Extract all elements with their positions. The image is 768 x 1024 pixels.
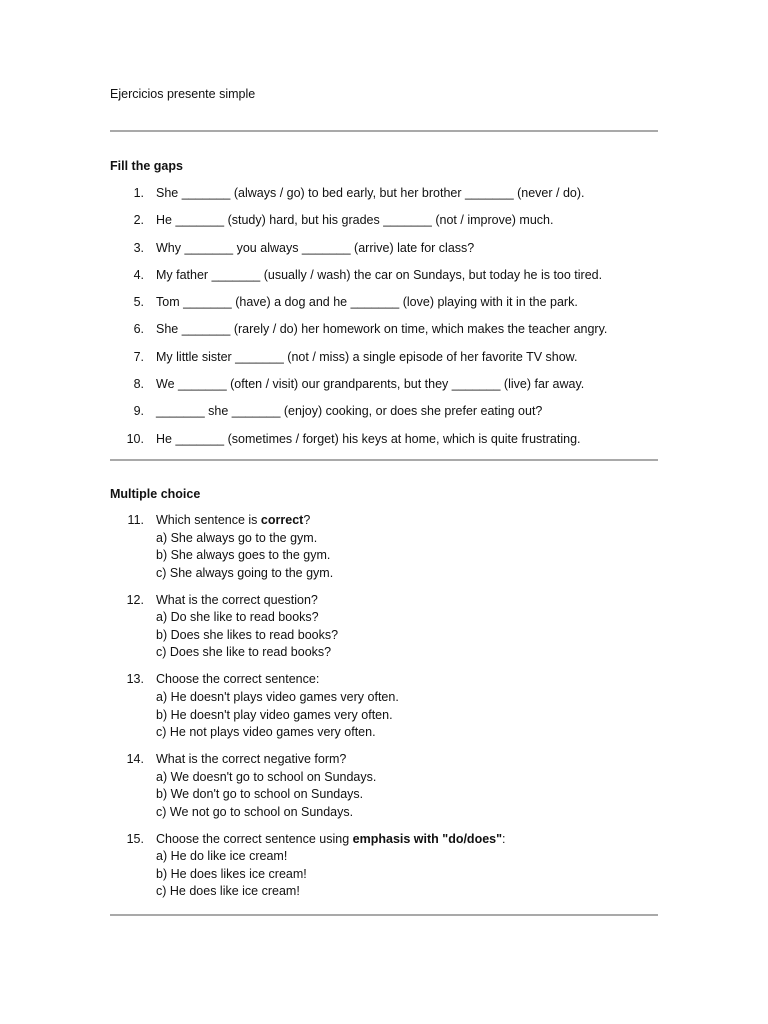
- question-text-part: ?: [303, 513, 311, 527]
- question-text-part: Choose the correct sentence using: [156, 831, 353, 846]
- list-item: [110, 751, 658, 821]
- item-text: Why _______ you always _______ (arrive) late for class?: [156, 240, 475, 255]
- item-number: 12.: [126, 592, 144, 607]
- question-text-part: Choose the correct sentence:: [156, 672, 320, 687]
- item-number: 6.: [133, 322, 144, 337]
- option-a: a) He doesn't plays video games very often.: [156, 689, 399, 704]
- option-b: b) Does she likes to read books?: [156, 627, 339, 642]
- option-b: b) He doesn't play video games very often.: [156, 707, 393, 722]
- item-text: He _______ (study) hard, but his grades _______ (not / improve) much.: [156, 213, 554, 228]
- item-number: 3.: [133, 240, 144, 255]
- option-a: a) Do she like to read books?: [156, 610, 319, 625]
- multiple-choice-list: [110, 512, 658, 910]
- question-text-part: Which sentence is: [156, 513, 261, 527]
- question-emphasis: emphasis with "do/does": [352, 831, 503, 846]
- item-text: Tom _______ (have) a dog and he _______ (love) playing with it in the park.: [156, 295, 578, 310]
- question-emphasis: correct: [260, 513, 304, 527]
- list-item: [110, 241, 658, 268]
- item-text: She _______ (rarely / do) her homework on time, which makes the teacher angry.: [156, 322, 608, 337]
- item-number: 7.: [133, 349, 144, 364]
- list-item: [110, 295, 658, 322]
- item-number: 9.: [133, 404, 144, 419]
- list-item: [110, 432, 658, 459]
- question-text: [156, 593, 318, 607]
- section-title-multiple-choice: Multiple choice: [110, 487, 201, 501]
- list-item: [110, 350, 658, 377]
- list-item: [110, 592, 658, 662]
- item-text: He _______ (sometimes / forget) his keys at home, which is quite frustrating.: [156, 431, 581, 446]
- item-number: 8.: [133, 377, 144, 392]
- item-text: My father _______ (usually / wash) the car on Sundays, but today he is too tired.: [156, 267, 603, 282]
- list-item: [110, 671, 658, 741]
- section-title-fill-gaps: Fill the gaps: [110, 159, 183, 173]
- option-a: a) We doesn't go to school on Sundays.: [156, 769, 377, 784]
- question-text: [156, 832, 506, 846]
- question-text: [156, 513, 310, 527]
- list-item: [110, 268, 658, 295]
- question-text-part: What is the correct negative form?: [156, 752, 347, 767]
- option-b: b) We don't go to school on Sundays.: [156, 787, 364, 802]
- fill-gaps-list: [110, 186, 658, 459]
- document-title: Ejercicios presente simple: [110, 87, 256, 101]
- divider: [110, 130, 658, 132]
- option-c: c) We not go to school on Sundays.: [156, 804, 354, 819]
- question-text: [156, 672, 319, 686]
- item-number: 5.: [133, 295, 144, 310]
- item-text: We _______ (often / visit) our grandparents, but they _______ (live) far away.: [156, 377, 585, 392]
- divider: [110, 914, 658, 916]
- item-number: 1.: [133, 186, 144, 200]
- list-item: [110, 213, 658, 240]
- item-number: 11.: [127, 513, 144, 527]
- item-text: My little sister _______ (not / miss) a single episode of her favorite TV show.: [156, 349, 578, 364]
- divider: [110, 459, 658, 461]
- list-item: [110, 831, 658, 901]
- option-a: a) He do like ice cream!: [156, 849, 288, 864]
- item-number: 13.: [126, 672, 144, 687]
- item-number: 2.: [133, 213, 144, 228]
- list-item: [110, 322, 658, 349]
- option-b: b) She always goes to the gym.: [156, 548, 331, 563]
- option-a: a) She always go to the gym.: [156, 530, 318, 545]
- item-text: She _______ (always / go) to bed early, but her brother _______ (never / do).: [156, 186, 585, 200]
- list-item: [110, 512, 658, 582]
- item-number: 10.: [126, 431, 144, 446]
- item-number: 14.: [126, 752, 144, 767]
- option-c: c) He does like ice cream!: [156, 884, 300, 899]
- item-number: 4.: [133, 267, 144, 282]
- question-text-part: What is the correct question?: [156, 592, 318, 607]
- question-text-part: :: [502, 831, 506, 846]
- option-b: b) He does likes ice cream!: [156, 866, 307, 881]
- question-text: [156, 752, 346, 766]
- item-text: _______ she _______ (enjoy) cooking, or does she prefer eating out?: [156, 404, 543, 419]
- option-c: c) He not plays video games very often.: [156, 725, 376, 740]
- list-item: [110, 377, 658, 404]
- option-c: c) She always going to the gym.: [156, 565, 334, 580]
- option-c: c) Does she like to read books?: [156, 645, 332, 660]
- list-item: [110, 404, 658, 431]
- item-number: 15.: [126, 831, 144, 846]
- list-item: [110, 186, 658, 213]
